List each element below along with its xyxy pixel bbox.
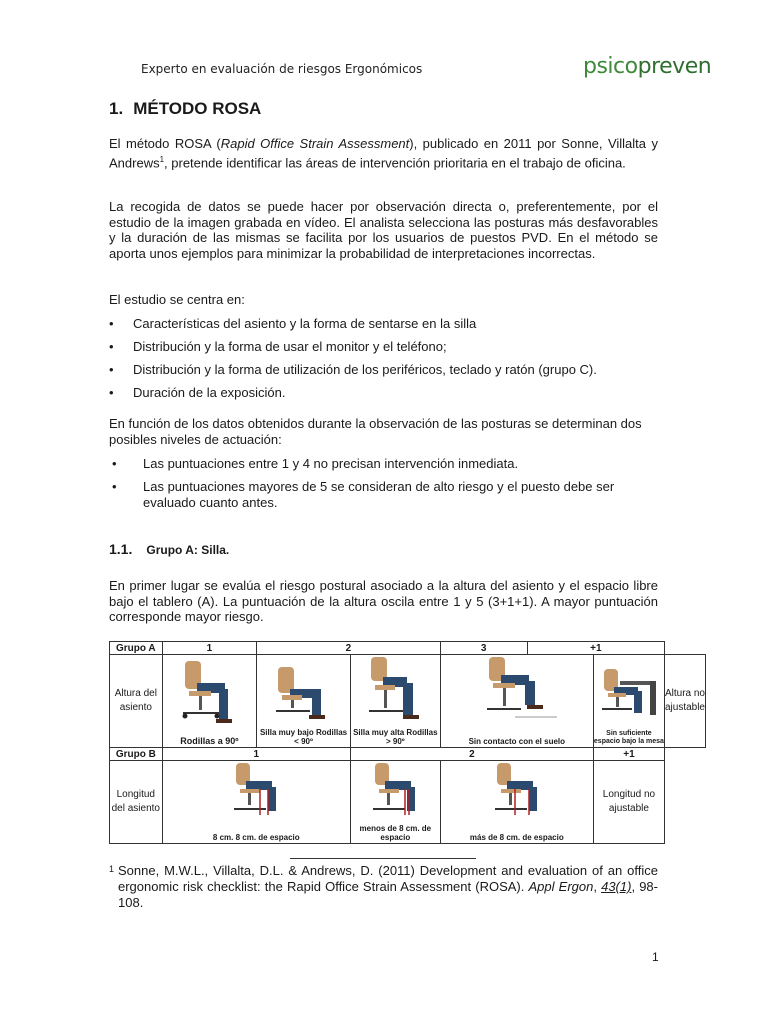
posture-cell: Sin suficiente espacio bajo la mesa xyxy=(593,655,664,748)
score-cell: 1 xyxy=(162,748,350,761)
row-label-seat-height: Altura del asiento xyxy=(110,655,163,748)
score-cell: 2 xyxy=(257,642,441,655)
sitting-figure-icon xyxy=(216,761,296,821)
score-cell: +1 xyxy=(593,748,664,761)
posture-cell: más de 8 cm. de espacio xyxy=(440,761,593,844)
posture-cell: Silla muy alta Rodillas > 90º xyxy=(350,655,440,748)
sitting-figure-icon xyxy=(355,655,435,721)
score-cell: 2 xyxy=(350,748,593,761)
section-heading: 1. MÉTODO ROSA xyxy=(109,99,262,118)
header-title: Experto en evaluación de riesgos Ergonómicos xyxy=(141,62,423,76)
sitting-figure-icon xyxy=(169,655,249,725)
posture-cell: Silla muy bajo Rodillas < 90º xyxy=(257,655,351,748)
group-b-header-row xyxy=(110,748,706,761)
row-label-seat-length: Longitud del asiento xyxy=(110,761,163,844)
sitting-figure-icon xyxy=(594,655,664,721)
posture-cell: menos de 8 cm. de espacio xyxy=(350,761,440,844)
group-a-image-row xyxy=(110,655,706,748)
footnote-divider xyxy=(290,858,476,859)
logo: psicopreven xyxy=(583,54,712,79)
footnote: 1 Sonne, M.W.L., Villalta, D.L. & Andrews, D. (2011) Development and evaluation of an office ergonomic risk checklist: the Rapid Office Strain Assessment (ROSA). Appl Ergon, 43(1), 98-108. xyxy=(109,863,658,910)
data-collection-paragraph: La recogida de datos se puede hacer por observación directa o, preferentemente, por el estudio de la imagen grabada en vídeo. El analista selecciona las posturas más desfavorables y la duración de las mismas se facilita por los usuarios de puestos PVD. En el método se aporta unos ejemplos para minimizar la probabilidad de interpretaciones incorrectas. xyxy=(109,199,658,261)
sitting-figure-icon xyxy=(477,761,557,821)
intro-paragraph: El método ROSA (Rapid Office Strain Assessment), publicado en 2011 por Sonne, Villalta y Andrews$^1$, pretende identificar las áreas de intervención prioritaria en el trabajo de oficina. xyxy=(109,136,658,170)
score-cell: 3 xyxy=(440,642,527,655)
group-a-paragraph: En primer lugar se evalúa el riesgo postural asociado a la altura del asiento y el espacio libre bajo el tablero (A). La puntuación de la altura oscila entre 1 y 5 (3+1+1). A mayor puntuación corresponde mayor riesgo. xyxy=(109,578,658,624)
action-levels-paragraph: En función de los datos obtenidos durante la observación de las posturas se determinan dos posibles niveles de actuación: xyxy=(109,416,642,447)
note-cell: Longitud no ajustable xyxy=(593,761,664,844)
subsection-heading: 1.1. Grupo A: Silla. xyxy=(109,541,230,557)
group-a-label: Grupo A xyxy=(110,642,163,655)
sitting-figure-icon xyxy=(355,761,435,821)
sitting-figure-icon xyxy=(475,655,559,721)
footnote-ref[interactable]: 1 xyxy=(159,154,165,164)
study-focus-paragraph: El estudio se centra en: xyxy=(109,292,245,307)
posture-cell: Rodillas a 90º xyxy=(162,655,257,748)
note-cell: Altura no ajustable xyxy=(664,655,705,748)
group-a-header-row xyxy=(110,642,706,655)
group-b-image-row xyxy=(110,761,706,844)
rosa-group-table xyxy=(109,641,706,844)
posture-cell: Sin contacto con el suelo xyxy=(440,655,593,748)
score-cell: 1 xyxy=(162,642,257,655)
posture-cell: 8 cm. 8 cm. de espacio xyxy=(162,761,350,844)
score-cell: +1 xyxy=(527,642,664,655)
page-number: 1 xyxy=(652,950,659,964)
sitting-figure-icon xyxy=(264,655,344,721)
group-b-label: Grupo B xyxy=(110,748,163,761)
